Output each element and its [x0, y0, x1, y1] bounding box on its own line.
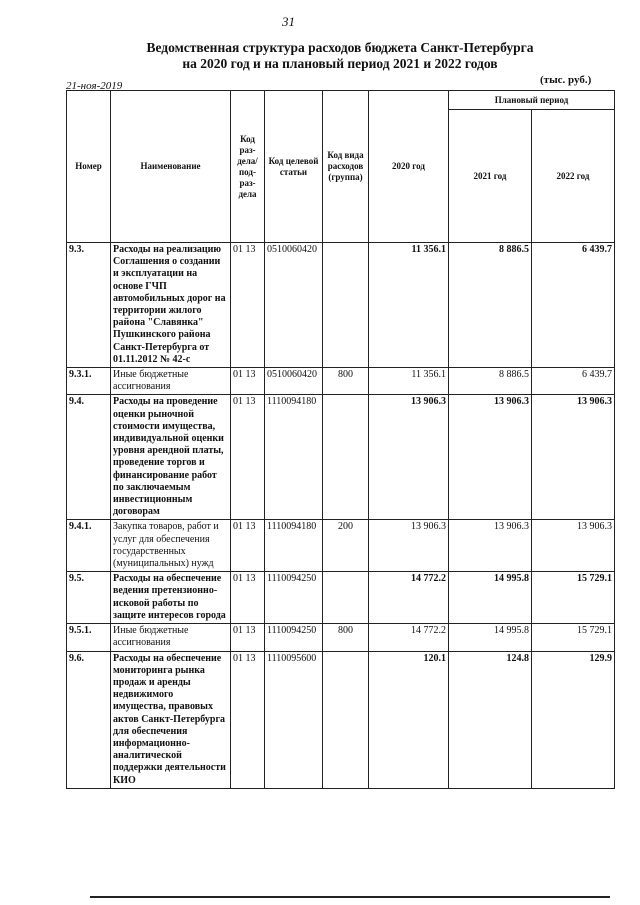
row-amount-2020: 14 772.2: [369, 624, 449, 651]
row-razdel-code: 01 13: [231, 243, 265, 368]
header-expense-kind: Код вида расходов (группа): [323, 91, 369, 243]
row-target-code: 1110094180: [265, 395, 323, 520]
row-expense-kind: [323, 651, 369, 788]
header-2022: 2022 год: [532, 110, 615, 243]
row-number: 9.3.: [67, 243, 111, 368]
row-name: Расходы на обеспечение мониторинга рынка продаж и аренды недвижимого имущества, правовых актов Санкт-Петербурга для обеспечения информационно-аналитической поддержки деятельности КИО: [111, 651, 231, 788]
table-row: [67, 651, 615, 788]
header-name: Наименование: [111, 91, 231, 243]
row-name: Иные бюджетные ассигнования: [111, 368, 231, 395]
budget-table: [66, 90, 615, 789]
row-number: 9.6.: [67, 651, 111, 788]
row-expense-kind: [323, 243, 369, 368]
row-amount-2020: 120.1: [369, 651, 449, 788]
row-amount-2022: 6 439.7: [532, 243, 615, 368]
row-name: Расходы на обеспечение ведения претензионно-исковой работы по защите интересов города: [111, 572, 231, 624]
row-expense-kind: 200: [323, 520, 369, 572]
table-row: [67, 395, 615, 520]
row-amount-2021: 14 995.8: [449, 572, 532, 624]
header-2021: 2021 год: [449, 110, 532, 243]
row-razdel-code: 01 13: [231, 368, 265, 395]
page-number: 31: [282, 14, 295, 29]
row-expense-kind: 800: [323, 624, 369, 651]
row-amount-2021: 13 906.3: [449, 520, 532, 572]
row-amount-2022: 13 906.3: [532, 520, 615, 572]
row-name: Закупка товаров, работ и услуг для обеспечения государственных (муниципальных) нужд: [111, 520, 231, 572]
row-amount-2022: 129.9: [532, 651, 615, 788]
row-razdel-code: 01 13: [231, 572, 265, 624]
title-line-1: Ведомственная структура расходов бюджета Санкт-Петербурга: [146, 40, 534, 55]
row-name: Расходы на проведение оценки рыночной стоимости имущества, индивидуальной оценки уровня арендной платы, проведение торгов и финансирование работ по заключаемым инвестиционным договорам: [111, 395, 231, 520]
row-razdel-code: 01 13: [231, 520, 265, 572]
row-number: 9.3.1.: [67, 368, 111, 395]
row-amount-2021: 14 995.8: [449, 624, 532, 651]
header-razdel: Код раз-дела/ под-раз-дела: [231, 91, 265, 243]
row-expense-kind: [323, 572, 369, 624]
row-amount-2020: 11 356.1: [369, 243, 449, 368]
row-amount-2020: 13 906.3: [369, 395, 449, 520]
row-target-code: 0510060420: [265, 243, 323, 368]
row-target-code: 1110094180: [265, 520, 323, 572]
table-row: [67, 243, 615, 368]
row-amount-2022: 13 906.3: [532, 395, 615, 520]
bottom-rule: [90, 896, 610, 898]
row-amount-2020: 14 772.2: [369, 572, 449, 624]
row-amount-2022: 15 729.1: [532, 572, 615, 624]
row-number: 9.4.: [67, 395, 111, 520]
table-row: [67, 624, 615, 651]
table-row: [67, 572, 615, 624]
row-razdel-code: 01 13: [231, 624, 265, 651]
title-line-2: на 2020 год и на плановый период 2021 и 2022 годов: [182, 56, 498, 71]
row-expense-kind: 800: [323, 368, 369, 395]
row-amount-2021: 8 886.5: [449, 243, 532, 368]
row-razdel-code: 01 13: [231, 651, 265, 788]
header-planned-period: Плановый период: [449, 91, 615, 110]
page-title: [120, 40, 560, 72]
row-name: Расходы на реализацию Соглашения о создании и эксплуатации на основе ГЧП автомобильных дорог на территории жилого района "Славянка" Пушкинского района Санкт-Петербурга от 01.11.2012 № 42-с: [111, 243, 231, 368]
row-amount-2021: 13 906.3: [449, 395, 532, 520]
row-target-code: 1110094250: [265, 624, 323, 651]
table-row: [67, 368, 615, 395]
header-number: Номер: [67, 91, 111, 243]
row-number: 9.4.1.: [67, 520, 111, 572]
header-target-code: Код целевой статьи: [265, 91, 323, 243]
row-name: Иные бюджетные ассигнования: [111, 624, 231, 651]
row-target-code: 0510060420: [265, 368, 323, 395]
row-razdel-code: 01 13: [231, 395, 265, 520]
row-number: 9.5.1.: [67, 624, 111, 651]
table-row: [67, 520, 615, 572]
row-number: 9.5.: [67, 572, 111, 624]
row-amount-2020: 13 906.3: [369, 520, 449, 572]
row-target-code: 1110094250: [265, 572, 323, 624]
row-amount-2021: 8 886.5: [449, 368, 532, 395]
document-date: 21-ноя-2019: [66, 80, 123, 92]
row-amount-2020: 11 356.1: [369, 368, 449, 395]
row-expense-kind: [323, 395, 369, 520]
units-label: (тыс. руб.): [540, 74, 592, 86]
row-amount-2021: 124.8: [449, 651, 532, 788]
row-amount-2022: 15 729.1: [532, 624, 615, 651]
row-target-code: 1110095600: [265, 651, 323, 788]
row-amount-2022: 6 439.7: [532, 368, 615, 395]
header-2020: 2020 год: [369, 91, 449, 243]
